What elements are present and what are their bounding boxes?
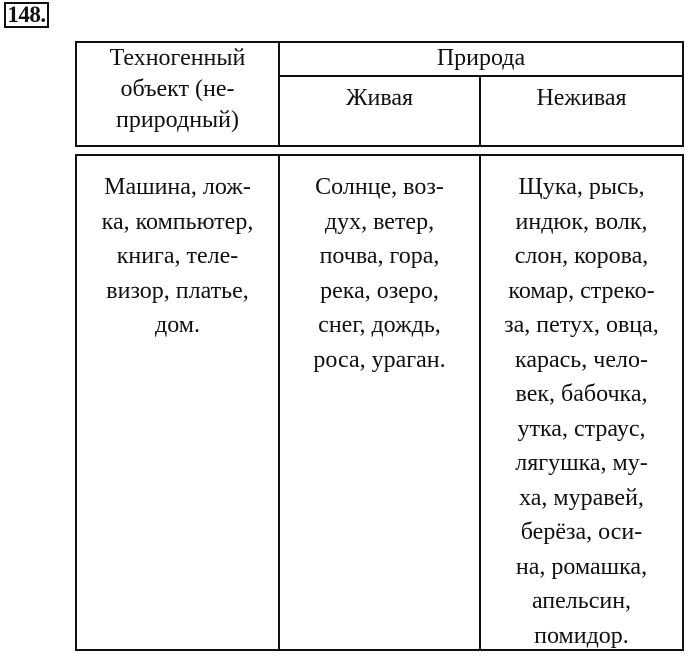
- table-header: [75, 41, 684, 147]
- header-technogenic-object: [77, 43, 278, 136]
- cell-line: ка, компьютер,: [101, 208, 254, 235]
- header-line: объект (не-: [120, 76, 235, 102]
- header-line: природный): [115, 107, 239, 133]
- cell-line: век, бабочка,: [515, 381, 648, 407]
- cell-line: почва, гора,: [319, 243, 440, 269]
- table-body: [75, 154, 684, 651]
- cell-line: Машина, лож-: [104, 174, 251, 200]
- cell-line: роса, ураган.: [313, 346, 446, 373]
- header-living: Живая: [345, 85, 414, 111]
- cell-line: апельсин,: [531, 588, 632, 614]
- header-line: Техногенный: [109, 45, 246, 71]
- cell-line: карась, чело-: [515, 346, 648, 373]
- cell-line: берёза, оси-: [520, 519, 643, 545]
- cell-line: река, озеро,: [320, 277, 439, 304]
- cell-line: визор, платье,: [106, 277, 249, 304]
- cell-line: лягушка, му-: [515, 450, 648, 476]
- cell-line: книга, теле-: [116, 243, 239, 269]
- cell-line: ха, муравей,: [519, 484, 644, 511]
- cell-line: индюк, волк,: [515, 208, 648, 235]
- cell-line: за, петух, овца,: [504, 312, 659, 338]
- task-number: 148.: [4, 2, 49, 28]
- cell-line: помидор.: [534, 622, 629, 649]
- cell-line: Солнце, воз-: [315, 174, 444, 200]
- cell-line: слон, корова,: [514, 243, 649, 269]
- cell-line: на, ромашка,: [515, 553, 648, 580]
- cell-line: снег, дождь,: [318, 312, 441, 338]
- cell-line: дом.: [155, 312, 200, 338]
- cell-living-nature: [280, 170, 479, 377]
- header-nature: Природа: [436, 45, 526, 71]
- row-divider: [280, 75, 682, 77]
- cell-technogenic-objects: [77, 170, 278, 343]
- cell-line: Щука, рысь,: [518, 174, 645, 200]
- cell-line: комар, стреко-: [508, 277, 655, 304]
- cell-line: утка, страус,: [517, 415, 646, 442]
- header-nonliving: Неживая: [536, 85, 627, 111]
- cell-line: дух, ветер,: [324, 208, 435, 235]
- cell-nonliving-nature: [481, 170, 682, 653]
